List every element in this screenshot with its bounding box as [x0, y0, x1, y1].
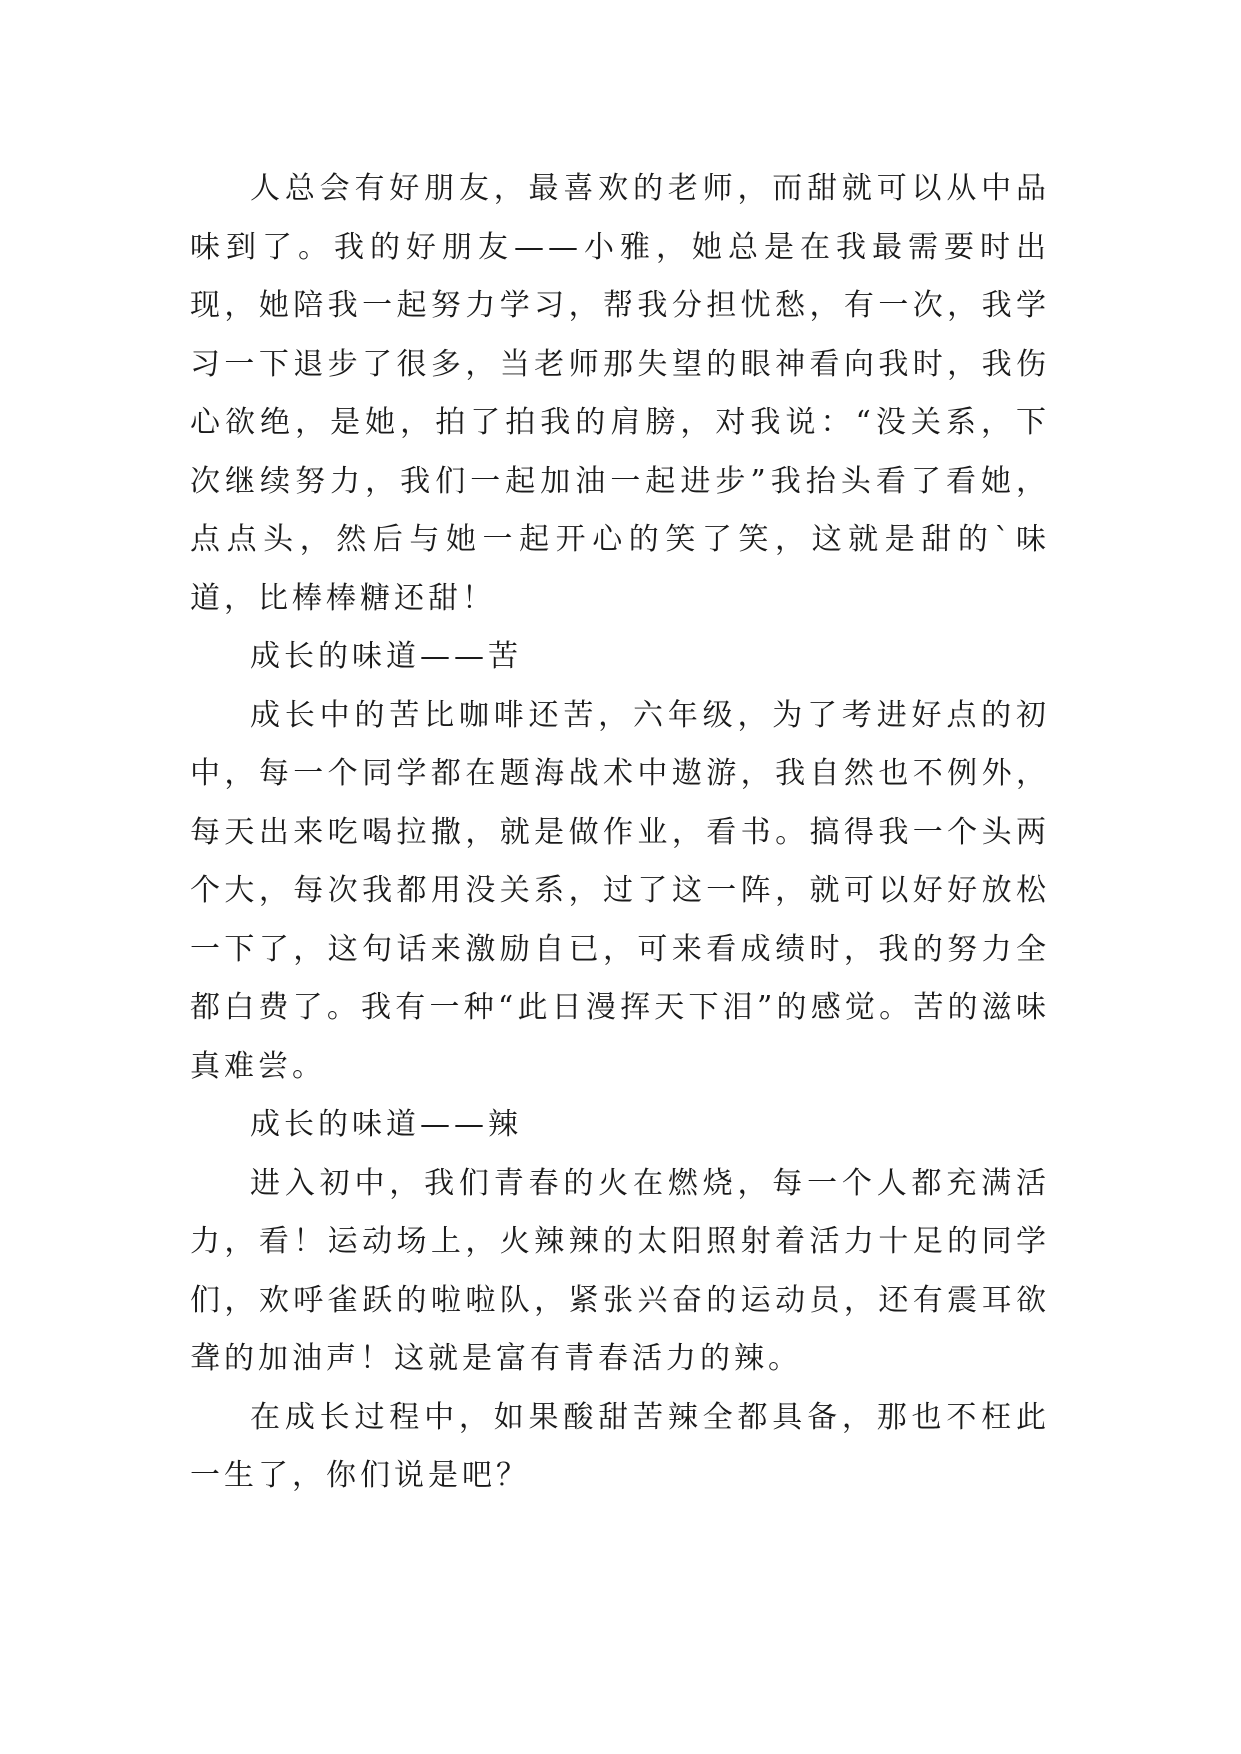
paragraph-conclusion: 在成长过程中，如果酸甜苦辣全都具备，那也不枉此一生了，你们说是吧？	[190, 1399, 1050, 1493]
paragraph-spicy: 进入初中，我们青春的火在燃烧，每一个人都充满活力，看！运动场上，火辣辣的太阳照射着活力十足的同学们，欢呼雀跃的啦啦队，紧张兴奋的运动员，还有震耳欲聋的加油声！这就是富有青春活力的辣。	[190, 1165, 1050, 1376]
paragraph-sweet: 人总会有好朋友，最喜欢的老师，而甜就可以从中品味到了。我的好朋友——小雅，她总是在我最需要时出现，她陪我一起努力学习，帮我分担忧愁，有一次，我学习一下退步了很多，当老师那失望的眼神看向我时，我伤心欲绝，是她，拍了拍我的肩膀，对我说：“没关系，下次继续努力，我们一起加油一起进步”我抬头看了看她，点点头，然后与她一起开心的笑了笑，这就是甜的`味道，比棒棒糖还甜！	[190, 171, 1050, 616]
section-heading-spicy: 成长的味道——辣	[250, 1107, 522, 1142]
document-body	[190, 160, 1050, 1506]
paragraph-bitter: 成长中的苦比咖啡还苦，六年级，为了考进好点的初中，每一个同学都在题海战术中遨游，我自然也不例外，每天出来吃喝拉撒，就是做作业，看书。搞得我一个头两个大，每次我都用没关系，过了这一阵，就可以好好放松一下了，这句话来激励自已，可来看成绩时，我的努力全都白费了。我有一种“此日漫挥天下泪”的感觉。苦的滋味真难尝。	[190, 697, 1050, 1084]
section-heading-bitter: 成长的味道——苦	[250, 639, 522, 674]
